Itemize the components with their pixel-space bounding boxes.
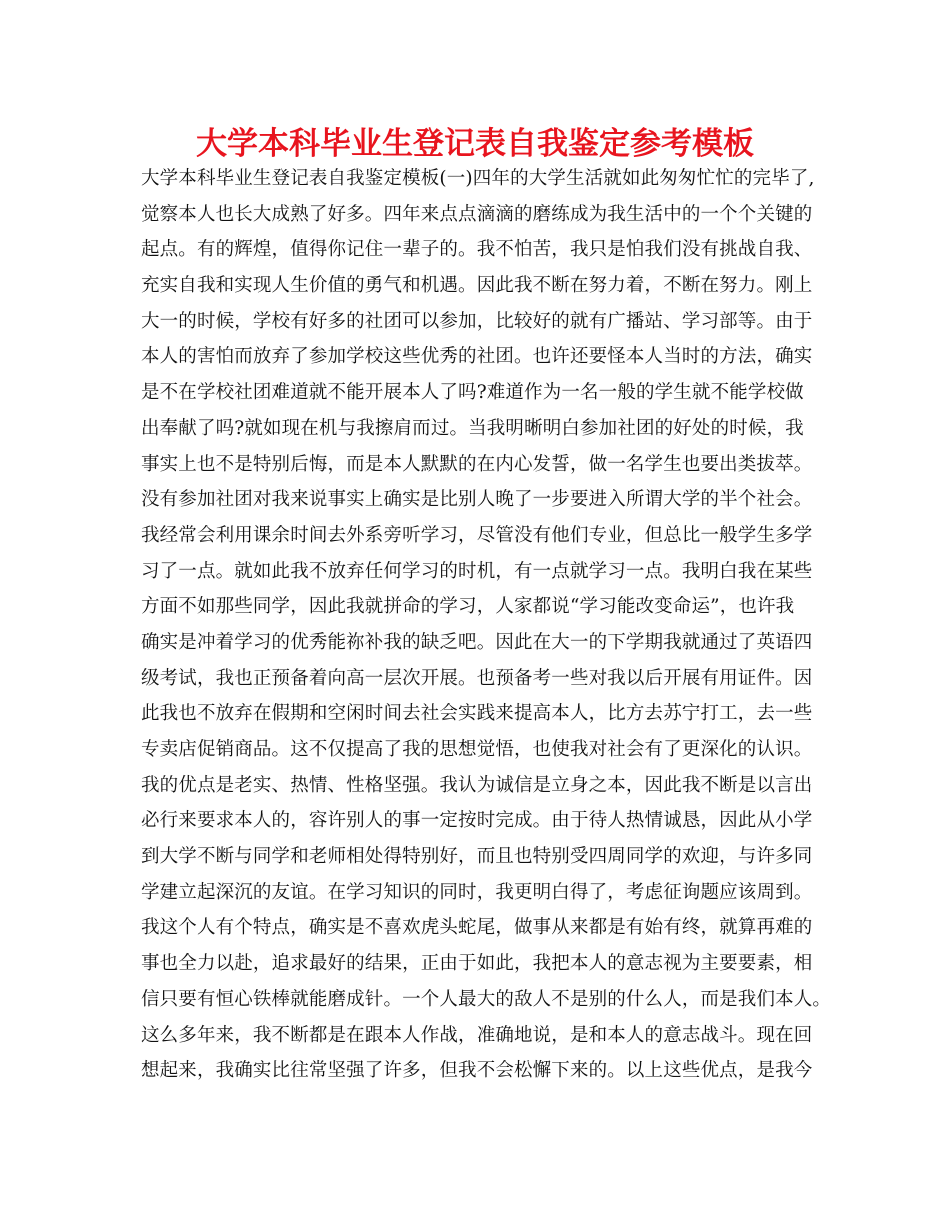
body-text-line: 此我也不放弃在假期和空闲时间去社会实践来提高本人，比方去苏宁打工，去一些: [141, 703, 813, 725]
body-text-line: 学建立起深沉的友谊。在学习知识的同时，我更明白得了，考虑征询题应该周到。: [141, 881, 813, 903]
body-text-line: 习了一点。就如此我不放弃任何学习的时机，有一点就学习一点。我明白我在某些: [141, 560, 813, 582]
body-text-line: 充实自我和实现人生价值的勇气和机遇。因此我不断在努力着，不断在努力。刚上: [141, 275, 813, 297]
body-text-line: 事也全力以赴，追求最好的结果，正由于如此，我把本人的意志视为主要要素，相: [141, 953, 813, 975]
body-text-line: 起点。有的辉煌，值得你记住一辈子的。我不怕苦，我只是怕我们没有挑战自我、: [141, 239, 813, 261]
body-text-line: 想起来，我确实比往常坚强了许多，但我不会松懈下来的。以上这些优点，是我今: [141, 1060, 813, 1082]
body-text-line: 我这个人有个特点，确实是不喜欢虎头蛇尾，做事从来都是有始有终，就算再难的: [141, 917, 813, 939]
body-text-line: 专卖店促销商品。这不仅提高了我的思想觉悟，也使我对社会有了更深化的认识。: [141, 739, 813, 760]
body-text-line: 觉察本人也长大成熟了好多。四年来点点滴滴的磨练成为我生活中的一个个关键的: [141, 203, 813, 225]
body-text-line: 确实是冲着学习的优秀能祢补我的缺乏吧。因此在大一的下学期我就通过了英语四: [141, 631, 813, 653]
body-text-line: 方面不如那些同学，因此我就拼命的学习，人家都说“学习能改变命运”，也许我: [141, 596, 795, 618]
body-text-line: 是不在学校社团难道就不能开展本人了吗?难道作为一名一般的学生就不能学校做: [141, 382, 804, 404]
body-text-line: 我的优点是老实、热情、性格坚强。我认为诚信是立身之本，因此我不断是以言出: [141, 774, 813, 796]
body-text-line: 到大学不断与同学和老师相处得特别好，而且也特别受四周同学的欢迎，与许多同: [141, 846, 813, 868]
body-text-line: 事实上也不是特别后悔，而是本人默默的在内心发誓，做一名学生也要出类拔萃。: [141, 453, 813, 475]
body-text-line: 大学本科毕业生登记表自我鉴定模板(一)四年的大学生活就如此匆匆忙忙的完毕了,: [141, 168, 815, 189]
body-text-line: 级考试，我也正预备着向高一层次开展。也预备考一些对我以后开展有用证件。因: [141, 667, 813, 689]
body-text-line: 这么多年来，我不断都是在跟本人作战，准确地说，是和本人的意志战斗。现在回: [141, 1024, 813, 1046]
body-text-line: 信只要有恒心铁棒就能磨成针。一个人最大的敌人不是别的什么人，而是我们本人。: [141, 988, 832, 1010]
body-text-line: 出奉献了吗?就如现在机与我擦肩而过。当我明晰明白参加社团的好处的时候，我: [141, 417, 804, 439]
body-text-line: 必行来要求本人的，容许别人的事一定按时完成。由于待人热情诚恳，因此从小学: [141, 810, 813, 832]
body-text-line: 大一的时候，学校有好多的社团可以参加，比较好的就有广播站、学习部等。由于: [141, 310, 813, 332]
document-body: [141, 161, 831, 1089]
body-text-line: 本人的害怕而放弃了参加学校这些优秀的社团。也许还要怪本人当时的方法，确实: [141, 346, 813, 368]
body-text-line: 没有参加社团对我来说事实上确实是比别人晚了一步要进入所谓大学的半个社会。: [141, 489, 813, 511]
body-text-line: 我经常会利用课余时间去外系旁听学习，尽管没有他们专业，但总比一般学生多学: [141, 524, 813, 546]
document-title: 大学本科毕业生登记表自我鉴定参考模板: [196, 126, 754, 162]
